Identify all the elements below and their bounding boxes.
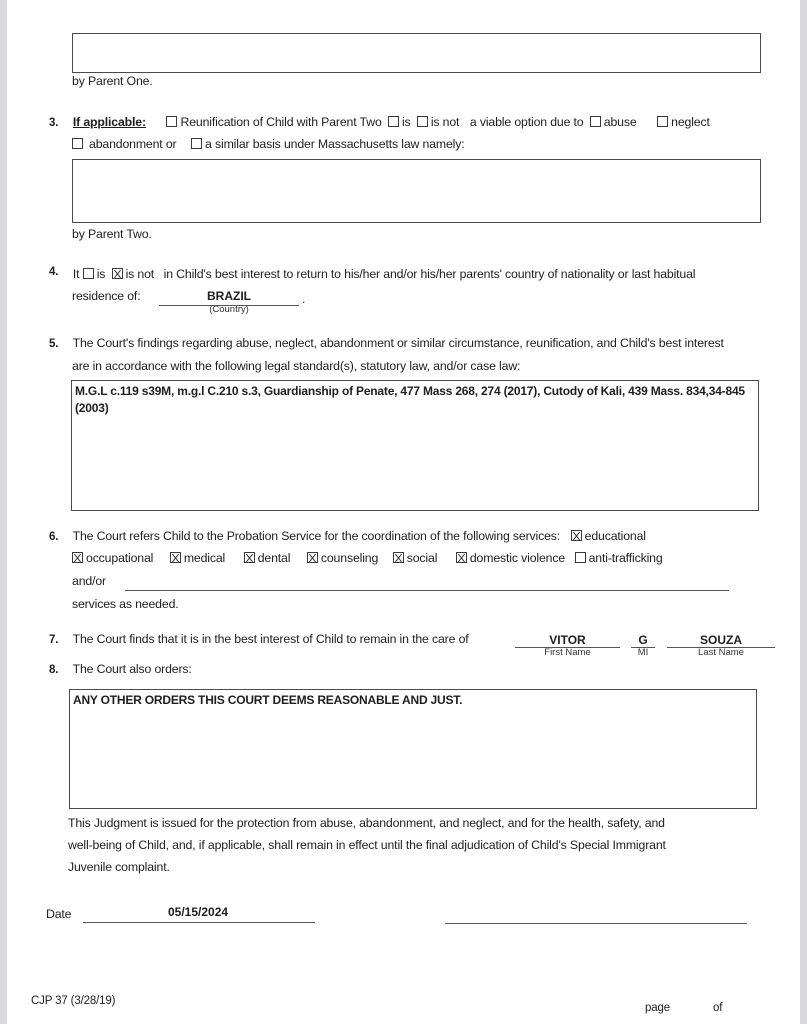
best-interest-is-label: is: [96, 267, 106, 281]
judgment-line-3: Juvenile complaint.: [68, 860, 170, 874]
first-name-value[interactable]: VITOR: [549, 633, 586, 647]
abuse-label: abuse: [603, 115, 637, 129]
anti-trafficking-label: anti-trafficking: [588, 551, 663, 565]
section-8-text: The Court also orders:: [72, 662, 192, 676]
section-5-number: 5.: [49, 338, 59, 350]
reunification-is-not-checkbox[interactable]: [417, 116, 428, 127]
occupational-checkbox[interactable]: [72, 552, 83, 563]
section-3-line2: [72, 137, 465, 152]
educational-checkbox[interactable]: [571, 530, 582, 541]
abuse-checkbox[interactable]: [590, 116, 601, 127]
page-label: page: [645, 1002, 670, 1014]
anti-trafficking-checkbox[interactable]: [575, 552, 586, 563]
similar-basis-checkbox[interactable]: [191, 138, 202, 149]
reunification-label: Reunification of Child with Parent Two: [180, 115, 382, 129]
judgment-line-1: This Judgment is issued for the protection from abuse, abandonment, and neglect, and for the health, safety, and: [68, 816, 665, 830]
country-value[interactable]: BRAZIL: [207, 289, 251, 303]
counseling-checkbox[interactable]: [307, 552, 318, 563]
best-interest-is-checkbox[interactable]: [83, 268, 94, 279]
date-value[interactable]: 05/15/2024: [168, 905, 229, 919]
country-caption: (Country): [209, 304, 249, 315]
last-name-caption: Last Name: [698, 647, 744, 658]
social-label: social: [406, 551, 438, 565]
signature-underline: [445, 923, 747, 924]
is-not-label: is not: [430, 115, 460, 129]
dental-label: dental: [257, 551, 291, 565]
section-8: [49, 662, 192, 678]
other-orders-box[interactable]: [69, 689, 757, 809]
section-7-text: The Court finds that it is in the best interest of Child to remain in the care of: [72, 632, 469, 646]
residence-label: residence of:: [72, 289, 141, 303]
medical-checkbox[interactable]: [170, 552, 181, 563]
section-6-text: The Court refers Child to the Probation Service for the coordination of the following services:: [72, 529, 561, 543]
dental-checkbox[interactable]: [244, 552, 255, 563]
section-4-text: in Child's best interest to return to his/her and/or his/her parents' country of nationality or last habitual: [163, 267, 696, 281]
abandonment-checkbox[interactable]: [72, 138, 83, 149]
date-label: Date: [46, 907, 72, 921]
section-4: [49, 265, 695, 282]
is-label: is: [401, 115, 411, 129]
parent-two-basis-box[interactable]: [72, 159, 761, 223]
section-7: [49, 632, 469, 648]
parent-two-caption: by Parent Two.: [72, 227, 152, 241]
document-page: [7, 0, 800, 1024]
abandonment-label: abandonment or: [89, 137, 177, 151]
section-4-number: 4.: [49, 266, 59, 278]
best-interest-is-not-checkbox[interactable]: [112, 268, 123, 279]
legal-standards-box[interactable]: [71, 380, 759, 511]
domestic-violence-label: domestic violence: [469, 551, 566, 565]
section-8-number: 8.: [49, 664, 59, 676]
country-period: .: [302, 292, 306, 306]
similar-basis-label: a similar basis under Massachusetts law namely:: [205, 137, 465, 151]
other-services-underline: [125, 590, 729, 591]
other-orders-value: ANY OTHER ORDERS THIS COURT DEEMS REASONABLE AND JUST.: [73, 693, 463, 707]
date-underline: [83, 922, 315, 923]
and-or-label: and/or: [72, 574, 106, 588]
mi-value[interactable]: G: [638, 633, 648, 647]
if-applicable-label: If applicable:: [72, 115, 146, 129]
it-label: It: [72, 267, 80, 281]
parent-one-basis-box[interactable]: [72, 33, 761, 73]
neglect-label: neglect: [671, 115, 710, 129]
legal-standards-value: M.G.L c.119 s39M, m.g.l C.210 s.3, Guardianship of Penate, 477 Mass 268, 274 (2017), Cutody of Kali, 439 Mass. 834,34-845 (2003): [75, 384, 745, 415]
reunification-is-checkbox[interactable]: [388, 116, 399, 127]
reunification-checkbox[interactable]: [166, 116, 177, 127]
first-name-caption: First Name: [544, 647, 591, 658]
services-as-needed: services as needed.: [72, 597, 179, 611]
neglect-checkbox[interactable]: [657, 116, 668, 127]
section-5-line2: are in accordance with the following legal standard(s), statutory law, and/or case law:: [72, 359, 521, 373]
occupational-label: occupational: [86, 551, 154, 565]
counseling-label: counseling: [320, 551, 379, 565]
best-interest-is-not-label: is not: [125, 267, 155, 281]
section-6-line2: [72, 551, 663, 566]
signature-value[interactable]: [445, 905, 747, 920]
last-name-value[interactable]: SOUZA: [700, 633, 742, 647]
domestic-violence-checkbox[interactable]: [456, 552, 467, 563]
form-id: CJP 37 (3/28/19): [31, 995, 116, 1007]
section-3: [49, 115, 710, 131]
medical-label: medical: [183, 551, 226, 565]
mi-caption: MI: [637, 647, 649, 658]
section-6-line1: [49, 529, 646, 545]
of-label: of: [713, 1002, 723, 1014]
section-5-line1: [49, 336, 724, 352]
social-checkbox[interactable]: [393, 552, 404, 563]
section-6-number: 6.: [49, 531, 59, 543]
viable-option-text: a viable option due to: [469, 115, 584, 129]
section-3-number: 3.: [49, 117, 59, 129]
section-7-number: 7.: [49, 634, 59, 646]
judgment-line-2: well-being of Child, and, if applicable, shall remain in effect until the final adjudication of Child's Special Immigrant: [68, 838, 666, 852]
educational-label: educational: [584, 529, 646, 543]
other-services-value[interactable]: [125, 574, 729, 589]
parent-one-caption: by Parent One.: [72, 74, 153, 88]
section-5-text: The Court's findings regarding abuse, neglect, abandonment or similar circumstance, reunification, and Child's best interest: [72, 336, 724, 350]
